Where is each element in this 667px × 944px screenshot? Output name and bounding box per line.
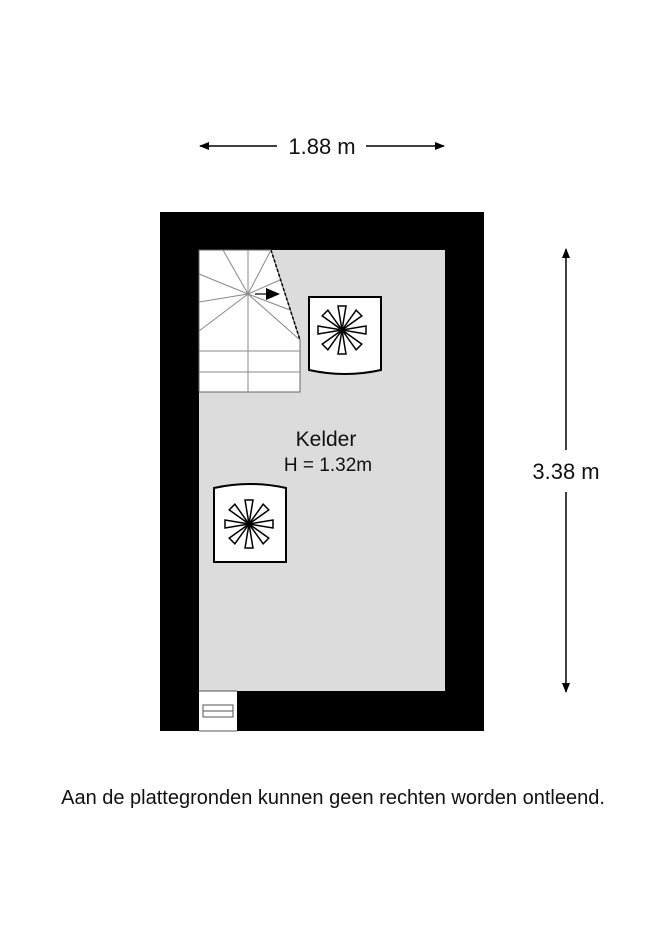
disclaimer-text: Aan de plattegronden kunnen geen rechten worden ontleend. [61, 787, 605, 809]
window [199, 691, 237, 731]
room-name-label: Kelder [295, 428, 357, 451]
depth-dimension [532, 249, 599, 692]
width-dimension [200, 134, 444, 159]
room-height-label: H = 1.32m [283, 455, 373, 476]
width-dimension-label: 1.88 m [288, 134, 356, 159]
fan-unit-bottom [214, 484, 286, 562]
depth-dimension-label: 3.38 m [532, 459, 600, 484]
fan-unit-top [309, 297, 381, 374]
